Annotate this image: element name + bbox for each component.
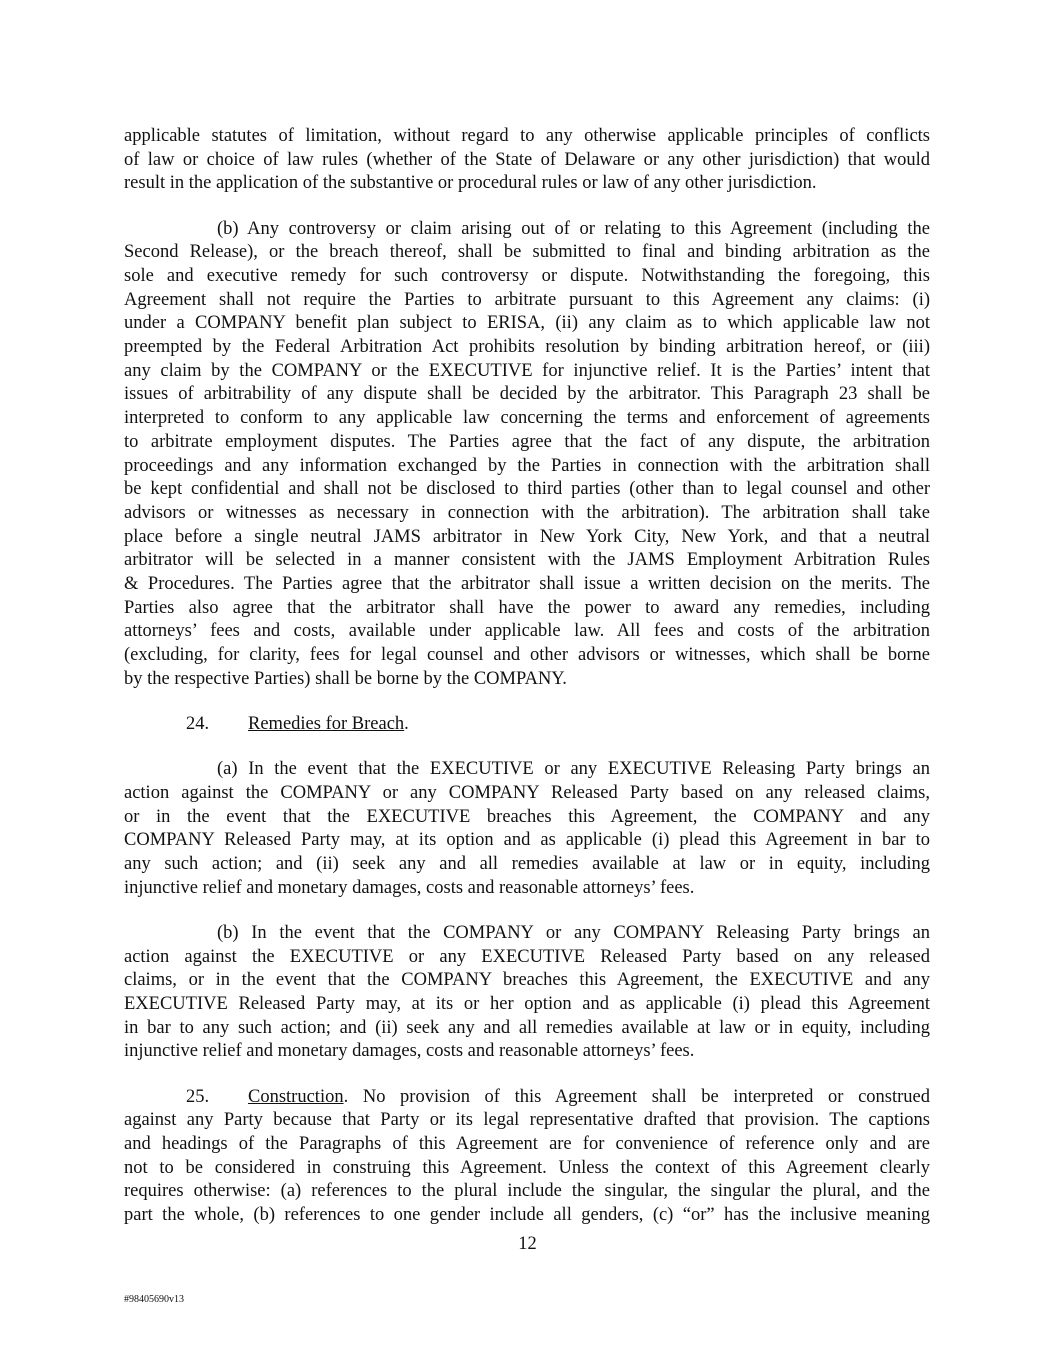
text-line: place before a single neutral JAMS arbitrator in New York City, New York, and that a neutral [124,526,930,547]
text-line: in bar to any such action; and (ii) seek any and all remedies available at law or in equity, including [124,1017,930,1038]
section-title: Construction [248,1086,344,1107]
text-line: Second Release), or the breach thereof, shall be submitted to final and binding arbitration as the [124,242,930,263]
text-line: applicable statutes of limitation, without regard to any otherwise applicable principles of conflicts [124,126,930,146]
text-line: COMPANY Released Party may, at its option and as applicable (i) plead this Agreement in bar to [124,830,930,851]
section-number: 24. [186,714,210,734]
text-line: not to be considered in construing this Agreement. Unless the context of this Agreement clearly [124,1157,930,1178]
section-number: 25. [186,1086,210,1107]
text-line: injunctive relief and monetary damages, costs and reasonable attorneys’ fees. [124,1041,695,1062]
text-line: to arbitrate employment disputes. The Parties agree that the fact of any dispute, the arbitration [124,431,930,452]
paragraph-intro [124,125,930,196]
section-25-first-line: 25. Construction. No provision of this Agreement shall be interpreted or construed [124,1086,930,1110]
text-line: requires otherwise: (a) references to the plural include the singular, the singular the plural, and the [124,1181,930,1202]
text-line: or in the event that the EXECUTIVE breaches this Agreement, the COMPANY and any [124,806,930,827]
text-line: Agreement shall not require the Parties to arbitrate pursuant to this Agreement any claims: (i) [124,289,930,310]
paragraph-25 [124,1086,930,1228]
paragraph-24b [124,922,930,1064]
text-line: issues of arbitrability of any dispute shall be decided by the arbitrator. This Paragraph 23 shall be [124,384,930,405]
text-line: EXECUTIVE Released Party may, at its or her option and as applicable (i) plead this Agreement [124,994,930,1015]
text-line: any such action; and (ii) seek any and all remedies available at law or in equity, including [124,854,930,875]
text-line: action against the EXECUTIVE or any EXECUTIVE Released Party based on any released [124,946,930,967]
text-line: action against the COMPANY or any COMPANY Released Party based on any released claims, [124,782,930,803]
text-line: against any Party because that Party or its legal representative drafted that provision. The captions [124,1110,930,1131]
text-line: be kept confidential and shall not be disclosed to third parties (other than to legal counsel and other [124,479,930,500]
page-number: 12 [518,1234,537,1254]
text-line: injunctive relief and monetary damages, costs and reasonable attorneys’ fees. [124,877,695,898]
text-line: (b) In the event that the COMPANY or any COMPANY Releasing Party brings an [217,923,930,943]
section-title: Remedies for Breach [248,714,405,734]
text-line: & Procedures. The Parties agree that the arbitrator shall issue a written decision on the merits. The [124,573,930,594]
paragraph-24a [124,758,930,900]
text-line: arbitrator will be selected in a manner consistent with the JAMS Employment Arbitration Rules [124,550,930,571]
text-line: part the whole, (b) references to one gender include all genders, (c) “or” has the inclusive meaning [124,1205,930,1226]
text-line: preempted by the Federal Arbitration Act prohibits resolution by binding arbitration hereof, or (iii) [124,337,930,358]
text-line: by the respective Parties) shall be borne by the COMPANY. [124,668,567,689]
document-id-footer: #98405690v13 [124,1294,184,1305]
text-line: (excluding, for clarity, fees for legal counsel and other advisors or witnesses, which shall be borne [124,645,930,666]
paragraph-25-body [124,1109,930,1227]
text-line: result in the application of the substantive or procedural rules or law of any other jurisdiction. [124,173,817,194]
text-line: under a COMPANY benefit plan subject to ERISA, (ii) any claim as to which applicable law not [124,313,930,334]
paragraph-23b [124,218,930,692]
text-line: proceedings and any information exchanged by the Parties in connection with the arbitration shall [124,455,930,476]
text-line: sole and executive remedy for such controversy or dispute. Notwithstanding the foregoing, this [124,266,930,287]
text-line: (b) Any controversy or claim arising out of or relating to this Agreement (including the [217,218,930,239]
text-line: and headings of the Paragraphs of this Agreement are for convenience of reference only and are [124,1134,930,1155]
text-line: advisors or witnesses as necessary in connection with the arbitration). The arbitration shall take [124,502,930,523]
section-24-heading: 24. Remedies for Breach. [124,713,930,737]
text-line: (a) In the event that the EXECUTIVE or any EXECUTIVE Releasing Party brings an [217,759,930,780]
text-line: attorneys’ fees and costs, available under applicable law. All fees and costs of the arbitration [124,621,930,642]
text-line: Parties also agree that the arbitrator shall have the power to award any remedies, including [124,597,930,618]
document-body [124,125,930,1249]
text-line: of law or choice of law rules (whether of the State of Delaware or any other jurisdiction) that would [124,149,930,170]
text-line: any claim by the COMPANY or the EXECUTIVE for injunctive relief. It is the Parties’ intent that [124,360,930,381]
text-line: claims, or in the event that the COMPANY breaches this Agreement, the EXECUTIVE and any [124,970,930,991]
text-line: interpreted to conform to any applicable law concerning the terms and enforcement of agreements [124,408,930,429]
